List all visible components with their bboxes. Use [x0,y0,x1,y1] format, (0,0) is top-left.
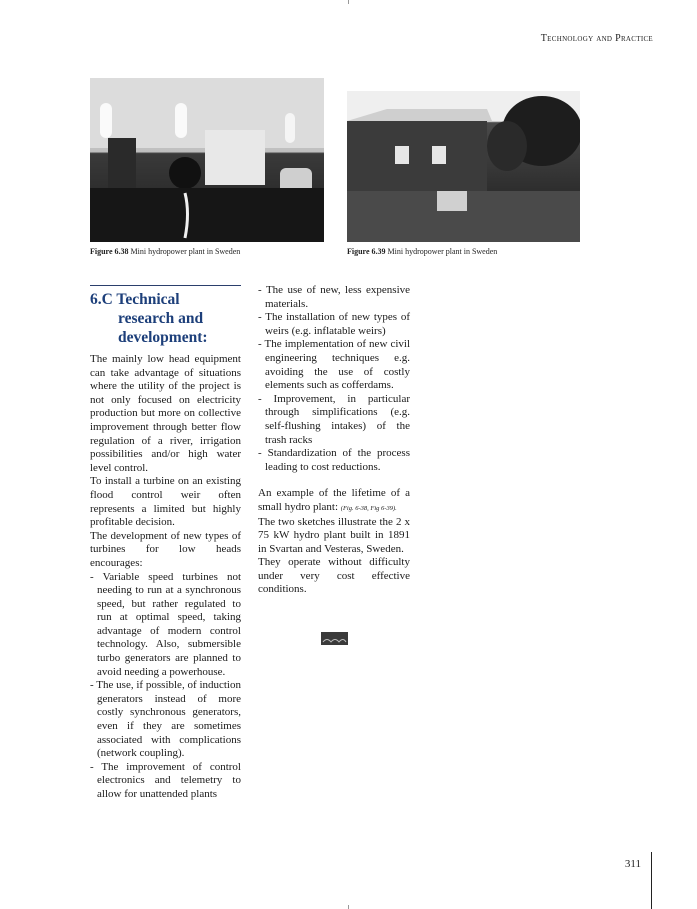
figure-caption-text: Mini hydropower plant in Sweden [387,247,498,256]
bullet-list [90,571,241,802]
text-column-left [90,353,241,802]
figure-label: Figure 6.39 [347,247,386,256]
list-item: - Standardization of the process leading to cost reductions. [258,447,410,474]
list-item: - The improvement of control electronics and telemetry to allow for unattended plants [90,761,241,802]
figure-caption-text: Mini hydropower plant in Sweden [130,247,241,256]
list-item: - Improvement, in particular through simplifications (e.g. self-flushing intakes) of the trash racks [258,393,410,447]
paragraph: They operate without difficulty under very cost effective conditions. [258,556,410,596]
bullet-list [258,284,410,474]
paragraph [258,487,410,515]
paragraph: The development of new types of turbines for low heads encourages: [90,529,241,569]
figure-reference: (Fig. 6-38, Fig 6-39). [340,504,397,512]
figure-6-39-photo [347,91,580,242]
section-heading-line: research and [118,310,204,327]
text-column-right [258,284,410,597]
section-heading-line: 6.C Technical [90,291,180,308]
crop-mark [348,0,349,4]
paragraph: The mainly low head equipment can take advantage of situations where the utility of the project is not only focused on electricity production but more on collective improvement through better flow regulation of a river, irrigation possibilities and/or high water level control. [90,353,241,474]
page-number: 311 [624,858,641,870]
figure-6-39-caption [347,247,497,256]
running-header: Technology and Practice [540,33,653,44]
figure-label: Figure 6.38 [90,247,129,256]
list-item: - The installation of new types of weirs (e.g. inflatable weirs) [258,311,410,338]
list-item: - The use, if possible, of induction generators instead of more costly synchronous generators, even if they are sometimes associated with complications (network coupling). [90,679,241,761]
paragraph: The two sketches illustrate the 2 x 75 kW hydro plant built in 1891 in Svartan and Vesteras, Sweden. [258,515,410,555]
list-item: - The use of new, less expensive materials. [258,284,410,311]
page-margin-bar [651,852,652,909]
section-heading [90,290,250,347]
paragraph-text: An example of the lifetime of a small hydro plant: [258,487,410,513]
list-item: - The implementation of new civil engineering techniques e.g. avoiding the use of costly elements such as cofferdams. [258,338,410,392]
publisher-logo-icon [321,632,348,642]
section-heading-line: development: [118,329,208,346]
section-rule [90,285,241,286]
paragraph: To install a turbine on an existing flood control weir often represents a limited but highly profitable decision. [90,475,241,529]
figure-6-38-photo [90,78,324,242]
crop-mark [348,905,349,909]
figure-6-38-caption [90,247,240,256]
list-item: - Variable speed turbines not needing to run at a synchronous speed, but rather regulated to run at optimal speed, taking advantage of modern control technology. Also, submersible turbo generators are planned to avoid needing a powerhouse. [90,571,241,680]
